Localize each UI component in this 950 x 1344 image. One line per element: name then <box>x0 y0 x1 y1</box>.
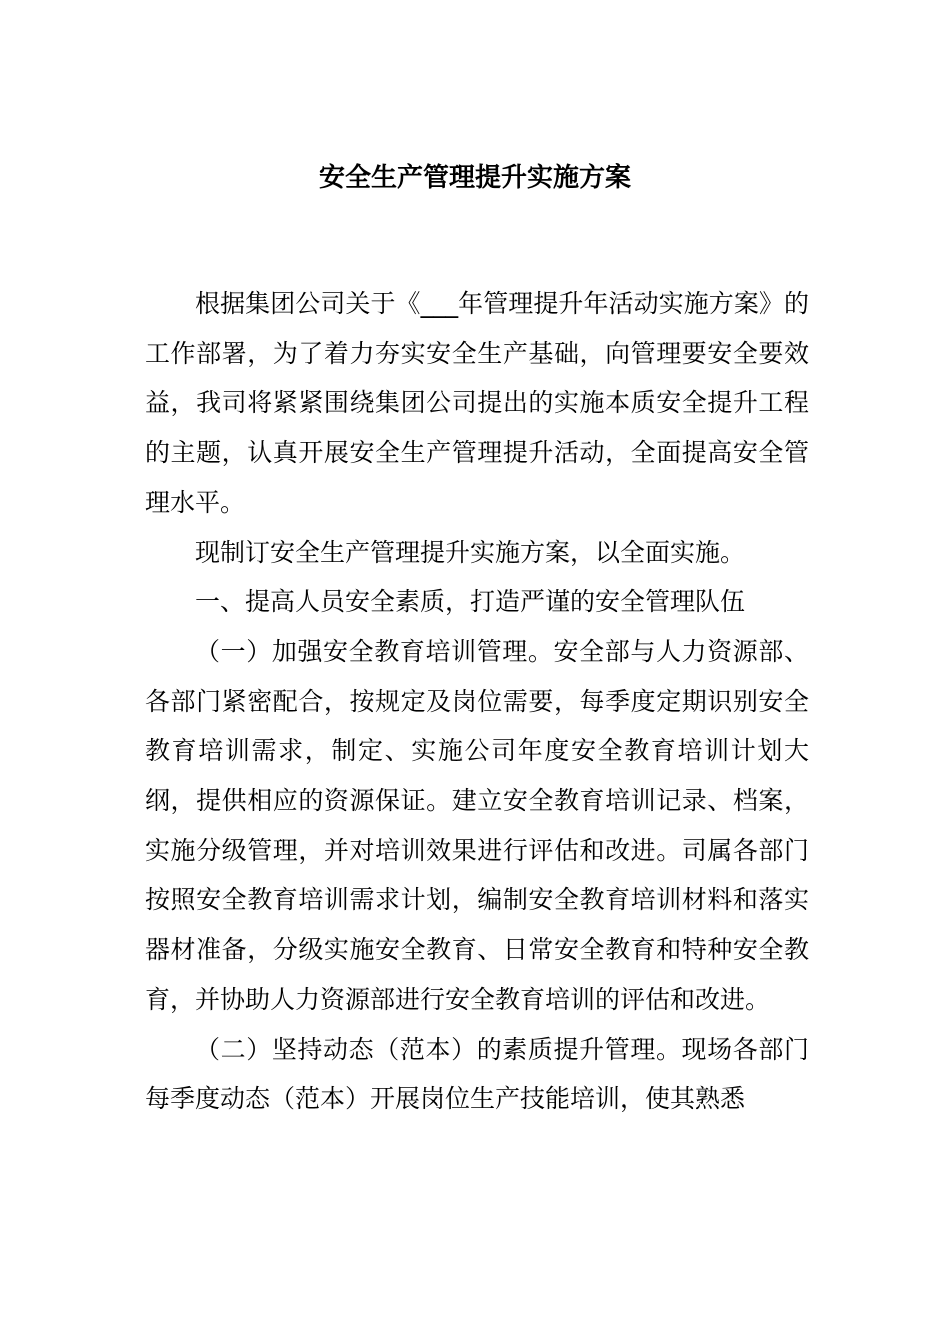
section-heading-1: 一、提高人员安全素质，打造严谨的安全管理队伍 <box>195 587 746 617</box>
paragraph-training-management: （一）加强安全教育培训管理。安全部与人力资源部、各部门紧密配合，按规定及岗位需要，每季度定期识别安全教育培训需求，制定、实施公司年度安全教育培训计划大纲，提供相应的资源保证。建立安全教育培训记录、档案，实施分级管理，并对培训效果进行评估和改进。司属各部门按照安全教育培训需求计划，编制安全教育培训材料和落实器材准备，分级实施安全教育、日常安全教育和特种安全教育，并协助人力资源部进行安全教育培训的评估和改进。 <box>145 636 809 1014</box>
document-body <box>145 279 809 1124</box>
paragraph-dynamic-quality: （二）坚持动态（范本）的素质提升管理。现场各部门每季度动态（范本）开展岗位生产技能培训，使其熟悉 <box>145 1034 809 1114</box>
document-title: 安全生产管理提升实施方案 <box>318 163 631 193</box>
paragraph-formulation: 现制订安全生产管理提升实施方案，以全面实施。 <box>195 537 746 567</box>
paragraph-intro: 根据集团公司关于《___年管理提升年活动实施方案》的工作部署，为了着力夯实安全生产基础，向管理要安全要效益，我司将紧紧围绕集团公司提出的实施本质安全提升工程的主题，认真开展安全生产管理提升活动，全面提高安全管理水平。 <box>145 289 809 517</box>
